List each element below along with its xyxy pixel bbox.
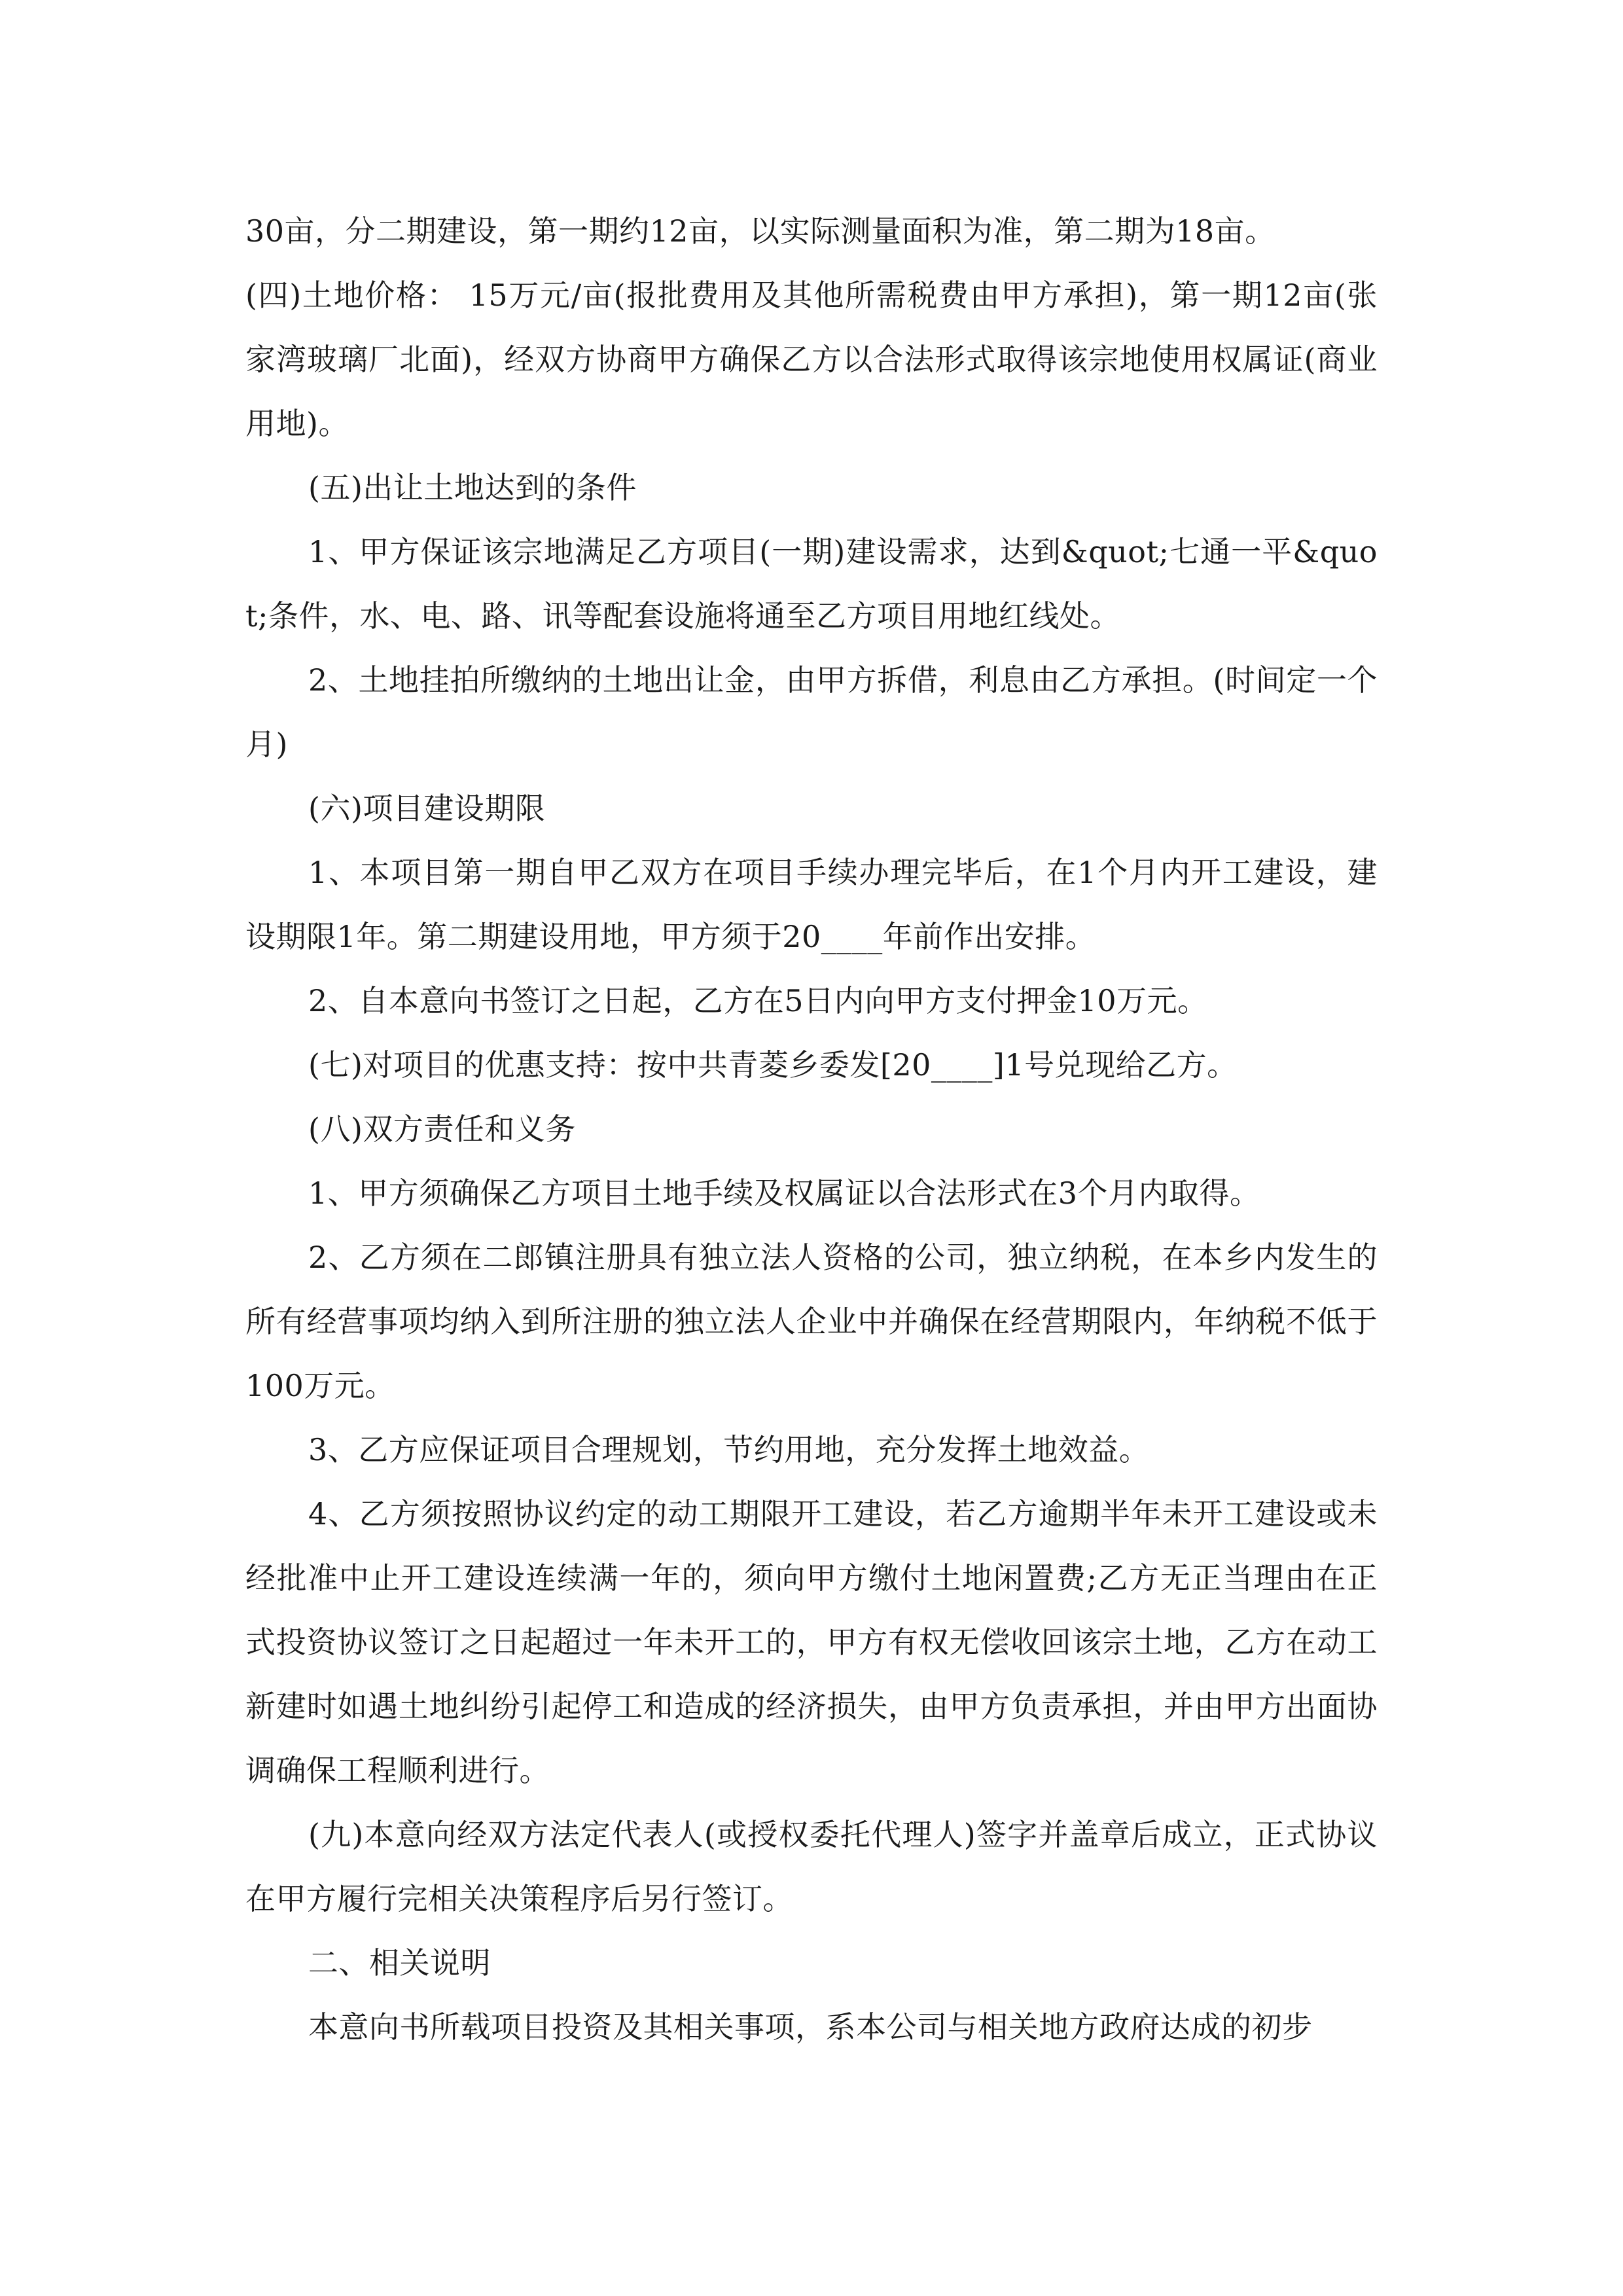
heading-transfer-conditions: (五)出让土地达到的条件	[308, 470, 637, 505]
heading-responsibilities: (八)双方责任和义务	[308, 1111, 576, 1147]
paragraph-period-2: 2、自本意向书签订之日起，乙方在5日内向甲方支付押金10万元。	[308, 983, 1208, 1018]
paragraph-land-area: 30亩，分二期建设，第一期约12亩，以实际测量面积为准，第二期为18亩。	[245, 213, 1275, 249]
paragraph-land-price: (四)土地价格： 15万元/亩(报批费用及其他所需税费由甲方承担)，第一期12亩(张家湾玻璃厂北面)，经双方协商甲方确保乙方以合法形式取得该宗地使用权属证(商业用地)。	[245, 278, 1378, 441]
paragraph-responsibility-1: 1、甲方须确保乙方项目土地手续及权属证以合法形式在3个月内取得。	[308, 1175, 1260, 1211]
paragraph-preferential-support: (七)对项目的优惠支持：按中共青菱乡委发[20____]1号兑现给乙方。	[308, 1047, 1238, 1083]
document-body	[245, 199, 1378, 2059]
paragraph-condition-1: 1、甲方保证该宗地满足乙方项目(一期)建设需求，达到&quot;七通一平&quot;条件，水、电、路、讯等配套设施将通至乙方项目用地红线处。	[245, 534, 1378, 634]
heading-construction-period: (六)项目建设期限	[308, 791, 546, 826]
paragraph-responsibility-3: 3、乙方应保证项目合理规划，节约用地，充分发挥土地效益。	[308, 1432, 1150, 1467]
paragraph-responsibility-4: 4、乙方须按照协议约定的动工期限开工建设，若乙方逾期半年未开工建设或未经批准中止开工建设连续满一年的，须向甲方缴付土地闲置费;乙方无正当理由在正式投资协议签订之日起超过一年未开工的，甲方有权无偿收回该宗土地，乙方在动工新建时如遇土地纠纷引起停工和造成的经济损失，由甲方负责承担，并由甲方出面协调确保工程顺利进行。	[245, 1496, 1378, 1788]
paragraph-related-notes: 本意向书所载项目投资及其相关事项，系本公司与相关地方政府达成的初步	[308, 2009, 1313, 2045]
paragraph-effectiveness: (九)本意向经双方法定代表人(或授权委托代理人)签字并盖章后成立，正式协议在甲方履行完相关决策程序后另行签订。	[245, 1817, 1378, 1916]
paragraph-responsibility-2: 2、乙方须在二郎镇注册具有独立法人资格的公司，独立纳税，在本乡内发生的所有经营事项均纳入到所注册的独立法人企业中并确保在经营期限内，年纳税不低于100万元。	[245, 1240, 1378, 1403]
heading-related-notes: 二、相关说明	[308, 1945, 491, 1981]
paragraph-period-1: 1、本项目第一期自甲乙双方在项目手续办理完毕后，在1个月内开工建设，建设期限1年。第二期建设用地，甲方须于20____年前作出安排。	[245, 855, 1378, 954]
paragraph-condition-2: 2、土地挂拍所缴纳的土地出让金，由甲方拆借，利息由乙方承担。(时间定一个月)	[245, 662, 1378, 762]
